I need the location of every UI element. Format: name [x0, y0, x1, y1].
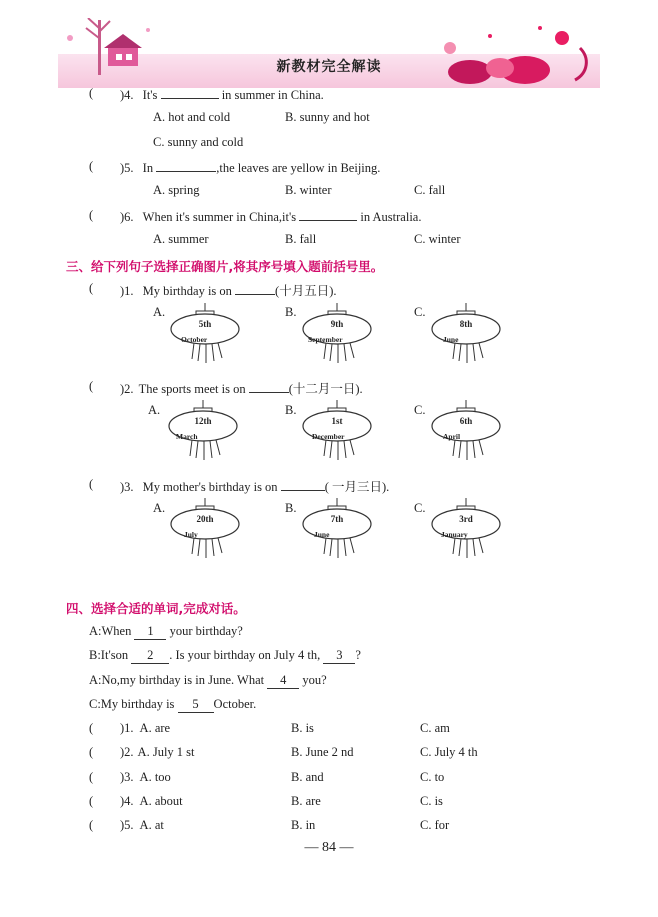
question-5: )5. In ,the leaves are yellow in Beijing. [120, 161, 381, 175]
choice-row-2: )2. A. July 1 st [120, 745, 195, 759]
answer-paren: ( [89, 770, 94, 784]
option-c: C. is [420, 794, 443, 808]
answer-paren: ( [89, 794, 94, 808]
numbered-blank: 4 [267, 673, 299, 689]
option-b: B. are [291, 794, 321, 808]
option-b: B. fall [285, 232, 317, 246]
section-heading-4: 四、选择合适的单词,完成对话。 [66, 601, 246, 616]
answer-paren: ( [89, 208, 94, 222]
lantern-picture: 9th September [302, 303, 382, 365]
lantern-picture: 6th April [431, 400, 511, 462]
option-b: B. sunny and hot [285, 110, 370, 124]
answer-paren: ( [89, 477, 94, 491]
answer-paren: ( [89, 379, 94, 393]
dialogue-line-1: A:When 1 your birthday? [89, 624, 243, 638]
page-header [58, 18, 600, 90]
flowers-illustration [430, 18, 600, 88]
picture-question-1: )1. My birthday is on (十月五日). [120, 284, 337, 298]
fill-blank [249, 380, 289, 393]
option-c: C. for [420, 818, 450, 832]
header-title: 新教材完全解读 [276, 59, 382, 75]
option-a: A. hot and cold [153, 110, 231, 124]
numbered-blank: 2 [131, 648, 169, 664]
picture-option-letter: B. [285, 501, 297, 515]
fill-blank [299, 208, 357, 221]
answer-paren: ( [89, 818, 94, 832]
question-4: )4. It's in summer in China. [120, 88, 324, 102]
lantern-picture: 20th July [170, 498, 250, 560]
picture-option-letter: B. [285, 305, 297, 319]
answer-paren: ( [89, 159, 94, 173]
picture-option-letter: C. [414, 403, 426, 417]
answer-paren: ( [89, 745, 94, 759]
lantern-picture: 5th October [170, 303, 250, 365]
choice-row-1: )1. A. are [120, 721, 171, 735]
option-c: C. am [420, 721, 450, 735]
answer-paren: ( [89, 86, 94, 100]
option-b: B. and [291, 770, 324, 784]
numbered-blank: 3 [323, 648, 355, 664]
option-b: B. winter [285, 183, 332, 197]
option-c: C. fall [414, 183, 446, 197]
option-b: B. is [291, 721, 314, 735]
lantern-picture: 1st December [302, 400, 382, 462]
numbered-blank: 5 [178, 697, 214, 713]
lantern-picture: 8th June [431, 303, 511, 365]
section-heading-3: 三、给下列句子选择正确图片,将其序号填入题前括号里。 [66, 259, 384, 274]
option-c: C. July 4 th [420, 745, 478, 759]
dialogue-line-4: C:My birthday is 5 October. [89, 697, 257, 711]
fill-blank [156, 159, 216, 172]
answer-paren: ( [89, 281, 94, 295]
lantern-picture: 12th March [168, 400, 248, 462]
lantern-picture: 7th June [302, 498, 382, 560]
lantern-picture: 3rd January [431, 498, 511, 560]
picture-option-letter: A. [148, 403, 161, 417]
option-c: C. to [420, 770, 445, 784]
option-a: A. spring [153, 183, 200, 197]
numbered-blank: 1 [134, 624, 166, 640]
option-a: A. summer [153, 232, 209, 246]
choice-row-3: )3. A. too [120, 770, 171, 784]
option-c: C. winter [414, 232, 461, 246]
option-c: C. sunny and cold [153, 135, 244, 149]
fill-blank [161, 86, 219, 99]
picture-question-3: )3. My mother's birthday is on ( 一月三日). [120, 480, 390, 494]
picture-option-letter: C. [414, 501, 426, 515]
option-b: B. June 2 nd [291, 745, 354, 759]
question-6: )6. When it's summer in China,it's in Australia. [120, 210, 422, 224]
dialogue-line-2: B:It'son 2 . Is your birthday on July 4 th, 3 ? [89, 648, 361, 662]
picture-option-letter: A. [153, 305, 166, 319]
option-b: B. in [291, 818, 316, 832]
picture-option-letter: C. [414, 305, 426, 319]
house-tree-illustration [58, 18, 158, 88]
fill-blank [281, 478, 325, 491]
choice-row-4: )4. A. about [120, 794, 183, 808]
fill-blank [235, 282, 275, 295]
dialogue-line-3: A:No,my birthday is in June. What 4 you? [89, 673, 327, 687]
picture-question-2: )2. The sports meet is on (十二月一日). [120, 382, 363, 396]
picture-option-letter: B. [285, 403, 297, 417]
choice-row-5: )5. A. at [120, 818, 164, 832]
picture-option-letter: A. [153, 501, 166, 515]
answer-paren: ( [89, 721, 94, 735]
lantern-icon [170, 498, 250, 564]
page-number: — 84 — [304, 840, 354, 855]
